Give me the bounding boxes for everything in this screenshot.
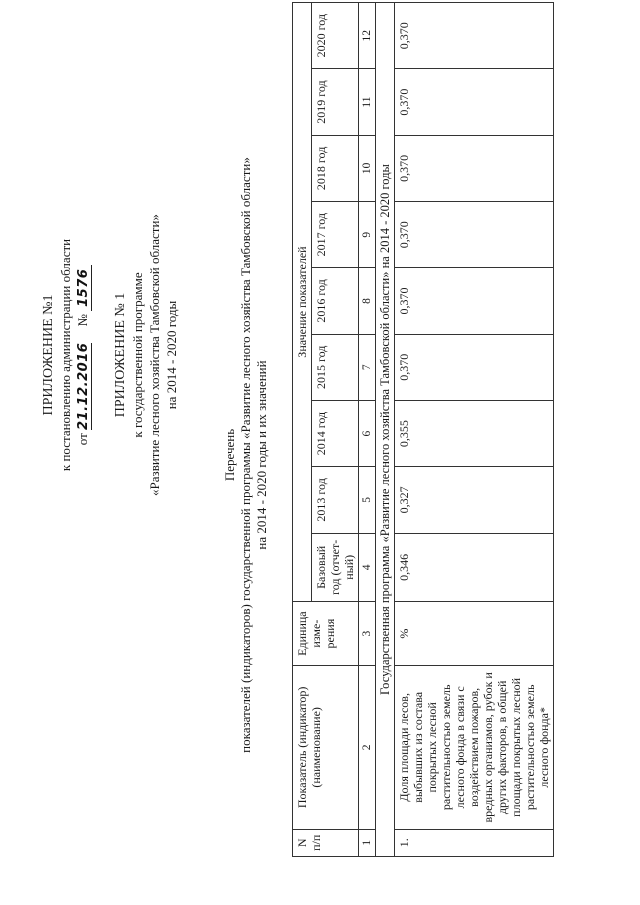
approval-2-line3: на 2014 - 2020 годы (164, 300, 179, 410)
column-index-cell: 12 (359, 3, 376, 69)
column-index-cell: 3 (359, 602, 376, 666)
row-value-2014: 0,355 (395, 400, 554, 466)
section-title: Государственная программа «Развитие лесного хозяйства Тамбовской области» на 2014 - 2020 годы (376, 3, 395, 857)
document-subtitle-2: на 2014 - 2020 годы и их значений (254, 360, 269, 550)
row-value-2019: 0,370 (395, 69, 554, 135)
approval-1-line1: к постановлению администрации области (58, 238, 73, 472)
row-indicator: Доля площади лесов, выбывших из состава покрытых лесной растительностью земель лесного фонда в связи с воздействием пожаров, вредных организмов, рубок и других факторов, в общей площади покрытых лесной растительностью земель лесного фонда* (395, 666, 554, 829)
header-indicator: Показатель (индикатор) (наименование) (293, 666, 359, 829)
row-value-2013: 0,327 (395, 467, 554, 533)
column-index-cell: 8 (359, 268, 376, 334)
header-year-2018: 2018 год (312, 135, 359, 201)
header-base-year: Базовый год (отчет-ный) (312, 533, 359, 602)
column-index-cell: 1 (359, 829, 376, 856)
section-row (376, 3, 395, 857)
approval-1-date-line (74, 75, 92, 635)
row-value-2017: 0,370 (395, 202, 554, 268)
header-year-2015: 2015 год (312, 334, 359, 400)
document-title-block (222, 25, 270, 885)
document-subtitle-1: показателей (индикаторов) государственной программы «Развитие лесного хозяйства Тамбовской области» (238, 157, 253, 753)
column-index-cell: 2 (359, 666, 376, 829)
header-values-group: Значение показателей (293, 3, 312, 602)
approval-block-2 (112, 75, 180, 635)
column-index-cell: 6 (359, 400, 376, 466)
header-year-2016: 2016 год (312, 268, 359, 334)
header-year-2013: 2013 год (312, 467, 359, 533)
column-index-row (359, 3, 376, 857)
row-num: 1. (395, 829, 554, 856)
approval-1-title: ПРИЛОЖЕНИЕ №1 (41, 294, 56, 416)
header-year-2017: 2017 год (312, 202, 359, 268)
header-year-2019: 2019 год (312, 69, 359, 135)
approval-2-line2: «Развитие лесного хозяйства Тамбовской области» (147, 214, 162, 496)
column-index-cell: 4 (359, 533, 376, 602)
header-num: N п/п (293, 829, 359, 856)
approval-2-line1: к государственной программе (130, 272, 145, 438)
header-row-1 (293, 3, 312, 857)
approval-block-1 (40, 75, 92, 635)
document-title: Перечень (222, 428, 237, 482)
column-index-cell: 11 (359, 69, 376, 135)
header-unit: Единица изме-рения (293, 602, 359, 666)
handwritten-date: 21.12.2016 (76, 342, 91, 430)
row-value-2015: 0,370 (395, 334, 554, 400)
header-year-2020: 2020 год (312, 3, 359, 69)
row-value-2018: 0,370 (395, 135, 554, 201)
column-index-cell: 9 (359, 202, 376, 268)
approval-1-from-label: от (75, 433, 90, 446)
approval-1-number-label: № (75, 314, 90, 327)
handwritten-number: 1576 (77, 265, 92, 311)
approval-2-title: ПРИЛОЖЕНИЕ № 1 (113, 292, 128, 418)
column-index-cell: 10 (359, 135, 376, 201)
row-unit: % (395, 602, 554, 666)
column-index-cell: 7 (359, 334, 376, 400)
row-value-2016: 0,370 (395, 268, 554, 334)
header-year-2014: 2014 год (312, 400, 359, 466)
row-base-value: 0,346 (395, 533, 554, 602)
indicators-table (292, 2, 554, 857)
column-index-cell: 5 (359, 467, 376, 533)
row-value-2020: 0,370 (395, 3, 554, 69)
table-row (395, 3, 554, 857)
